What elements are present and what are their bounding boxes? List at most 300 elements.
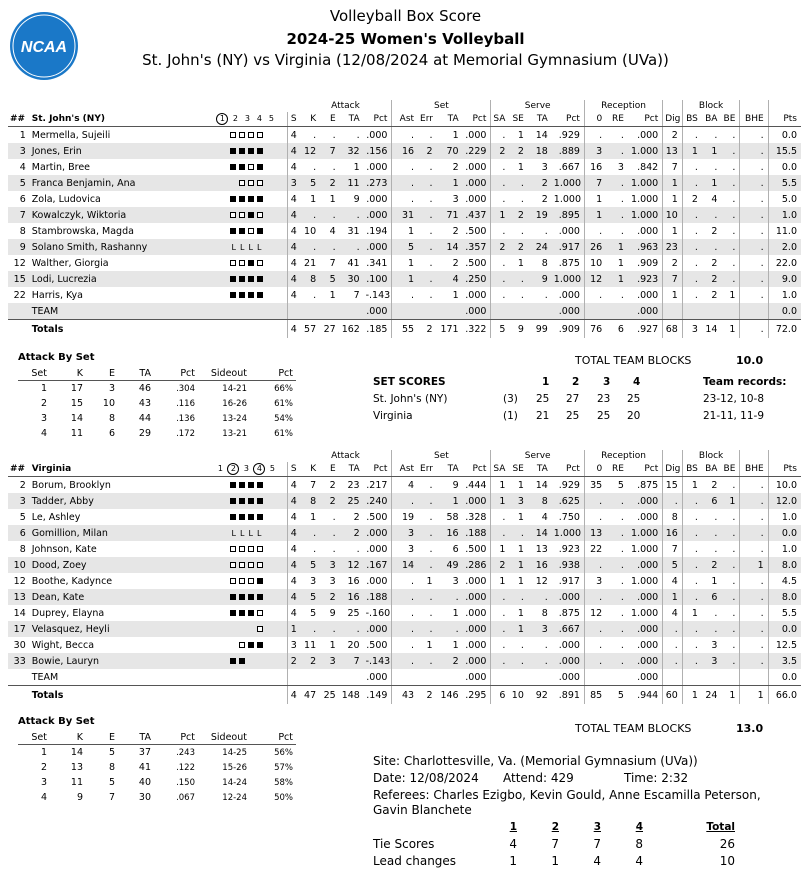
stat-ba: . <box>702 239 722 255</box>
stat-e: 1 <box>329 639 336 651</box>
stat-bhe: 1 <box>740 557 768 573</box>
stat-re <box>606 669 628 686</box>
stat-sta: 71 <box>437 207 463 223</box>
attack-by-set-row <box>18 411 296 426</box>
set-played-filled <box>239 610 245 616</box>
ab-cell: 14-21 <box>222 383 247 394</box>
set-played-filled <box>248 642 254 648</box>
stat-sa: . <box>491 653 509 669</box>
stat-k: 5 <box>299 557 320 573</box>
stat-spct: .500 <box>465 543 487 555</box>
stat-pct: .500 <box>366 639 388 651</box>
stat-re: . <box>606 653 628 669</box>
stat-re: . <box>606 143 628 159</box>
stat-pts: 3.5 <box>768 653 801 669</box>
stat-vpct: 1.000 <box>553 193 581 205</box>
stat-dig: . <box>663 653 683 669</box>
ab-col-header: Sideout <box>198 366 250 381</box>
stat-k: 3 <box>310 575 317 587</box>
jersey-number: 2 <box>19 479 26 491</box>
player-name: Kowalczyk, Wiktoria <box>30 207 206 223</box>
ab-cell: .136 <box>176 413 195 424</box>
col-header: 0 <box>584 462 606 477</box>
team2-records: 21-11, 11-9 <box>703 410 765 422</box>
stat-se: . <box>520 193 524 205</box>
stat-spct: .000 <box>463 589 491 605</box>
col-header: RE <box>606 462 628 477</box>
ab-col-header: Sideout <box>198 730 250 745</box>
stat-rpct: .000 <box>628 303 663 320</box>
ab-col-header: E <box>86 366 118 381</box>
player-name: Stambrowska, Magda <box>31 225 134 237</box>
col-header: SE <box>509 462 527 477</box>
stat-vta: 19 <box>528 207 552 223</box>
stat-be <box>721 669 739 686</box>
stat-ta <box>340 303 364 320</box>
stat-err: . <box>429 129 433 141</box>
set-played-open <box>230 260 236 266</box>
team-row <box>8 669 801 686</box>
stat-pct: .341 <box>366 257 388 269</box>
col-header: TA <box>340 112 364 127</box>
stat-k: . <box>299 525 320 541</box>
stat-pct: .000 <box>364 207 392 223</box>
stat-err: . <box>418 621 436 637</box>
team2-total-blocks-label: TOTAL TEAM BLOCKS <box>575 722 692 735</box>
set-scores-team2: Virginia <box>373 410 413 422</box>
stat-e: . <box>332 511 336 523</box>
stat-pct: .217 <box>366 479 388 491</box>
stat-rpct: .000 <box>628 669 663 686</box>
set-marker: 4 <box>256 114 263 123</box>
stat-ba: 6 <box>702 589 722 605</box>
player-row <box>8 557 801 573</box>
total-vta: 92 <box>535 689 548 701</box>
stat-sa: . <box>491 191 509 207</box>
stat-be: . <box>732 511 736 523</box>
set-played-filled <box>257 164 263 170</box>
stat-bhe: . <box>740 525 768 541</box>
stat-ba: 3 <box>711 639 718 651</box>
ab-cell: 13 <box>70 762 83 773</box>
ab-cell: 14-25 <box>222 747 247 758</box>
set-played-filled <box>257 148 263 154</box>
set-played-filled <box>239 514 245 520</box>
stat-spct: .500 <box>465 257 487 269</box>
set-played-filled <box>230 276 236 282</box>
stat-se: 2 <box>509 143 527 159</box>
stat-ba: 2 <box>702 557 722 573</box>
stat-vpct: .000 <box>552 653 585 669</box>
stat-pct: .240 <box>364 493 392 509</box>
set-played-filled <box>257 498 263 504</box>
stat-ast: 14 <box>392 557 418 573</box>
stat-rpct: 1.000 <box>628 143 663 159</box>
stat-be: . <box>732 639 736 651</box>
total-ta: 148 <box>341 689 360 701</box>
stat-e: . <box>320 239 340 255</box>
set-played-filled <box>230 164 236 170</box>
stat-k <box>299 669 320 686</box>
stat-vta: 12 <box>535 575 548 587</box>
team1-total-blocks-value: 10.0 <box>736 354 764 367</box>
stat-be: . <box>721 653 739 669</box>
stat-pts: 0.0 <box>768 159 801 175</box>
stat-bhe: . <box>740 271 768 287</box>
total-dig: 68 <box>663 320 683 339</box>
col-header: BHE <box>740 462 768 477</box>
ab-cell: 15 <box>70 398 83 409</box>
stat-r0: 16 <box>584 159 606 175</box>
group-set: Set <box>392 100 491 112</box>
stat-sta: 2 <box>452 161 459 173</box>
stat-se: 1 <box>517 511 524 523</box>
stat-err <box>418 669 436 686</box>
tie-value: 1 <box>551 853 559 868</box>
stat-pts: 0.0 <box>768 621 801 637</box>
stat-pct: .000 <box>366 161 388 173</box>
stat-re: . <box>606 525 628 541</box>
stat-vpct: .917 <box>558 575 580 587</box>
set-marker: 1 <box>216 113 228 125</box>
stat-spct: .437 <box>463 207 491 223</box>
total-s: 4 <box>288 686 300 705</box>
stat-sta: 1 <box>452 639 459 651</box>
stat-k: 8 <box>299 271 320 287</box>
set-played-filled <box>248 292 254 298</box>
total-k: 47 <box>304 689 317 701</box>
set-marker: 5 <box>269 464 276 473</box>
stat-pct: .167 <box>364 557 392 573</box>
stat-sa: 1 <box>491 477 509 494</box>
tie-col-header: 2 <box>551 820 559 833</box>
stat-s: 4 <box>288 589 300 605</box>
stat-pct: -.143 <box>364 653 392 669</box>
sets-played <box>206 159 288 175</box>
stat-r0: . <box>584 637 606 653</box>
stat-be: . <box>721 207 739 223</box>
stat-sa: 2 <box>491 143 509 159</box>
stat-vpct: .875 <box>558 607 580 619</box>
stat-s <box>288 303 300 320</box>
stat-pct: .000 <box>364 239 392 255</box>
ab-cell: 5 <box>108 777 115 788</box>
player-row <box>8 541 801 557</box>
stat-ba: . <box>702 525 722 541</box>
stat-r0: 26 <box>584 239 606 255</box>
stat-pts: 4.5 <box>768 573 801 589</box>
referees-line: Referees: Charles Ezigbo, Kevin Gould, Anne Escamilla Peterson, <box>373 788 761 802</box>
col-header: S <box>288 462 300 477</box>
jersey-number: 7 <box>8 207 30 223</box>
total-spct: .322 <box>465 323 487 335</box>
stat-bs: . <box>682 493 702 509</box>
set-not-played <box>257 658 263 664</box>
set-scores-team1-s2: 27 <box>566 393 580 405</box>
tie-value: 10 <box>719 853 735 868</box>
total-e: 25 <box>323 689 336 701</box>
set-played-filled <box>230 610 236 616</box>
stat-ast: . <box>392 637 418 653</box>
total-re: 6 <box>617 323 624 335</box>
sets-played-header <box>206 462 288 477</box>
set-scores-head-3: 3 <box>603 376 611 388</box>
stat-pct: .000 <box>366 193 388 205</box>
stat-ba: 2 <box>711 479 718 491</box>
ab-col-header: Pct <box>250 730 296 745</box>
set-played-libero: L <box>231 528 236 538</box>
referees-line-2: Gavin Blanchete <box>373 803 472 817</box>
group-attack: Attack <box>331 451 360 461</box>
stat-rpct: .000 <box>628 589 663 605</box>
ab-cell: 13-21 <box>222 428 247 439</box>
stat-sta: 4 <box>437 271 463 287</box>
stat-pct: .156 <box>364 143 392 159</box>
sets-played <box>206 637 288 653</box>
stat-bs: . <box>682 637 702 653</box>
attack-by-set-header <box>18 730 296 745</box>
stat-ta: 7 <box>353 289 360 301</box>
set-played-filled <box>239 658 245 664</box>
ab-cell: 3 <box>108 383 115 394</box>
stat-re: . <box>606 621 628 637</box>
ab-cell: 61% <box>274 428 293 439</box>
ab-cell: .116 <box>176 398 195 409</box>
stat-se: 1 <box>517 129 524 141</box>
stat-ast: 1 <box>392 255 418 271</box>
col-header: TA <box>528 112 552 127</box>
set-scores-team2-s1: 21 <box>536 410 550 422</box>
stat-se: 1 <box>517 161 524 173</box>
tie-value: 4 <box>635 853 643 868</box>
total-pct: .185 <box>366 323 388 335</box>
stat-sta: . <box>437 589 463 605</box>
jersey-number: 12 <box>13 257 26 269</box>
stat-ast: 3 <box>392 525 418 541</box>
total-sta: 171 <box>440 323 459 335</box>
stat-bs: . <box>682 159 702 175</box>
stat-spct: .357 <box>463 239 491 255</box>
set-played-open <box>248 562 254 568</box>
stat-pts: 8.0 <box>768 557 801 573</box>
ab-cell: 46 <box>138 383 151 394</box>
set-played-filled <box>257 594 263 600</box>
stat-se: . <box>509 175 527 191</box>
player-row <box>8 573 801 589</box>
stat-bhe <box>740 669 768 686</box>
ab-col-header: Pct <box>250 366 296 381</box>
set-played-open <box>257 132 263 138</box>
sets-played <box>206 239 288 255</box>
stat-r0: . <box>584 589 606 605</box>
total-pts: 72.0 <box>768 320 801 339</box>
jersey-number: 6 <box>19 193 26 205</box>
total-ba: 24 <box>705 689 718 701</box>
total-err: 2 <box>426 323 433 335</box>
stat-pct: -.143 <box>365 289 391 301</box>
stat-re: . <box>606 589 628 605</box>
set-played-open <box>248 228 254 234</box>
stat-sta: 1 <box>437 175 463 191</box>
tie-lead-table <box>367 818 741 869</box>
set-played-libero: L <box>256 528 262 538</box>
doc-title: Volleyball Box Score <box>329 7 482 25</box>
stat-ta: . <box>356 543 360 555</box>
ab-cell: .150 <box>176 777 195 788</box>
stat-be: . <box>732 479 736 491</box>
jersey-number: 5 <box>19 511 26 523</box>
stat-vta: . <box>544 225 548 237</box>
stat-e <box>320 669 340 686</box>
stat-bhe: . <box>740 509 768 525</box>
stat-k: 5 <box>299 175 320 191</box>
stat-sa: 1 <box>491 573 509 589</box>
stat-e: 2 <box>320 175 340 191</box>
player-name: Mermella, Sujeili <box>31 129 111 141</box>
set-played-open <box>230 578 236 584</box>
player-row <box>8 127 801 144</box>
stat-e: . <box>332 161 336 173</box>
total-rpct: .944 <box>637 689 659 701</box>
stat-pct: .188 <box>364 589 392 605</box>
stat-bhe <box>740 303 768 320</box>
ab-cell: 3 <box>40 413 47 424</box>
stat-err: . <box>418 271 436 287</box>
set-not-played <box>248 626 254 632</box>
sets-played <box>206 493 288 509</box>
stat-ast: . <box>392 159 418 175</box>
stat-e: 5 <box>320 271 340 287</box>
stat-bs: . <box>682 207 702 223</box>
col-header: TA <box>437 112 463 127</box>
set-played-open <box>248 180 254 186</box>
col-header: Pts <box>768 112 801 127</box>
stat-dig: . <box>663 493 683 509</box>
stat-sta: 6 <box>452 543 459 555</box>
ab-cell: 29 <box>138 428 151 439</box>
ab-cell: 44 <box>138 413 151 424</box>
stat-re: . <box>620 511 624 523</box>
stat-sa: . <box>491 127 509 144</box>
stat-ba: 1 <box>702 143 722 159</box>
stat-dig: 23 <box>663 239 683 255</box>
jersey-number: 17 <box>8 621 30 637</box>
stat-pct: .000 <box>366 543 388 555</box>
jersey-number: 8 <box>19 225 26 237</box>
stat-vta <box>528 303 552 320</box>
sets-played <box>206 175 288 191</box>
stat-pct: -.160 <box>365 607 391 619</box>
stat-ba: 1 <box>702 175 722 191</box>
col-header: Pct <box>628 112 663 127</box>
stat-spct: .328 <box>465 511 487 523</box>
set-not-played <box>239 626 245 632</box>
stat-be: . <box>732 607 736 619</box>
totals-label: Totals <box>31 323 64 335</box>
stat-spct: .000 <box>465 289 487 301</box>
stat-sa: . <box>491 589 509 605</box>
stat-e: 3 <box>320 653 340 669</box>
jersey-number <box>8 303 30 320</box>
stat-bs <box>682 303 702 320</box>
stat-ast: 5 <box>392 239 418 255</box>
stat-se <box>509 303 527 320</box>
stat-ba: 1 <box>711 575 718 587</box>
stat-vta: 24 <box>528 239 552 255</box>
attack-by-set-row <box>18 760 296 775</box>
stat-k: 7 <box>310 479 317 491</box>
set-played-filled <box>257 228 263 234</box>
stat-e <box>320 303 340 320</box>
stat-k: . <box>313 543 317 555</box>
stat-vta: . <box>528 589 552 605</box>
stat-pct: .000 <box>364 669 392 686</box>
stat-ast: . <box>392 605 418 621</box>
player-name: Lodi, Lucrezia <box>30 271 206 287</box>
set-marker: 4 <box>253 463 265 475</box>
jersey-number: 12 <box>13 575 26 587</box>
player-row <box>8 255 801 271</box>
col-header: Pct <box>628 462 663 477</box>
set-scores-team1-s3: 23 <box>597 393 611 405</box>
stat-pts: 1.0 <box>768 541 801 557</box>
player-name: Walther, Giorgia <box>31 257 109 269</box>
jersey-number: 3 <box>8 143 30 159</box>
stat-k: . <box>313 289 317 301</box>
col-header: BS <box>682 112 702 127</box>
set-scores-team2-won: (1) <box>503 410 518 422</box>
set-played-filled <box>257 482 263 488</box>
player-row <box>8 589 801 605</box>
stat-ba: . <box>714 129 718 141</box>
ab-cell: 30 <box>138 792 151 803</box>
stat-sa: . <box>491 525 509 541</box>
total-ba: 14 <box>705 323 718 335</box>
stat-r0: 10 <box>584 255 606 271</box>
player-row <box>8 477 801 494</box>
total-bhe: 1 <box>740 686 768 705</box>
team2-group-header-row <box>8 450 801 462</box>
stat-err: . <box>418 557 436 573</box>
stat-k: 1 <box>310 193 317 205</box>
set-played-filled <box>257 642 263 648</box>
tie-value: 7 <box>593 836 601 851</box>
stat-spct: .000 <box>463 669 491 686</box>
team2-attack-by-set-title: Attack By Set <box>18 716 95 727</box>
stat-ast: . <box>392 175 418 191</box>
stat-sta <box>437 303 463 320</box>
stat-ast: . <box>392 493 418 509</box>
sets-played <box>206 525 288 541</box>
season-title: 2024-25 Women's Volleyball <box>286 30 525 48</box>
stat-k: . <box>313 161 317 173</box>
player-row <box>8 621 801 637</box>
stat-rpct: 1.000 <box>631 575 659 587</box>
player-name: Dood, Zoey <box>30 557 206 573</box>
stat-sta: 1 <box>452 607 459 619</box>
stat-e: 3 <box>329 575 336 587</box>
stat-sa: . <box>491 271 509 287</box>
set-marker: 3 <box>243 464 250 473</box>
stat-vpct: .000 <box>552 589 585 605</box>
set-played-filled <box>230 482 236 488</box>
stat-ba <box>702 303 722 320</box>
col-header: TA <box>528 462 552 477</box>
sets-played <box>206 509 288 525</box>
tie-col-header: 4 <box>635 820 643 833</box>
set-played-open <box>230 212 236 218</box>
stat-ta: . <box>340 207 364 223</box>
